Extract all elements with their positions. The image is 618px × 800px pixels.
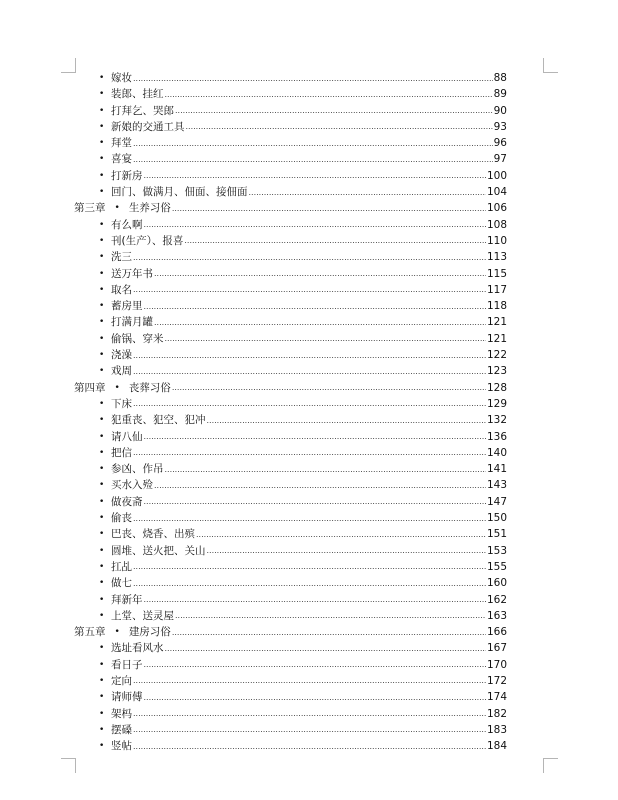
dot-leader xyxy=(175,607,486,624)
toc-entry-title: 选址看风水 xyxy=(111,642,164,655)
bullet-icon: • xyxy=(99,252,105,263)
dot-leader xyxy=(144,428,486,445)
toc-entry-title: 回门、做满月、佃面、接佃面 xyxy=(111,186,248,199)
toc-entry[interactable] xyxy=(74,103,507,119)
bullet-icon: • xyxy=(99,594,105,605)
toc-entry[interactable] xyxy=(74,738,507,754)
toc-page-number: 170 xyxy=(486,658,507,671)
bullet-icon: • xyxy=(99,529,105,540)
toc-entry[interactable] xyxy=(74,429,507,445)
toc-entry[interactable] xyxy=(74,151,507,167)
toc-entry-title: 打满月罐 xyxy=(111,316,153,329)
bullet-icon: • xyxy=(99,610,105,621)
dot-leader xyxy=(133,347,486,364)
toc-entry-title: 竖帖 xyxy=(111,740,132,753)
dot-leader xyxy=(172,200,486,217)
dot-leader xyxy=(144,216,486,233)
toc-entry-title: 下床 xyxy=(111,397,132,410)
dot-leader xyxy=(172,624,486,641)
bullet-icon: • xyxy=(99,366,105,377)
dot-leader xyxy=(133,738,486,755)
bullet-icon: • xyxy=(99,284,105,295)
toc-entry-title: 浇澡 xyxy=(111,349,132,362)
toc-chapter-entry[interactable] xyxy=(74,380,507,396)
toc-entry-title: 看日子 xyxy=(111,658,143,671)
dot-leader xyxy=(133,705,486,722)
toc-entry-title: 拜新年 xyxy=(111,593,143,606)
toc-entry-title: 偷锅、穿米 xyxy=(111,332,164,345)
dot-leader xyxy=(133,249,486,266)
dot-leader xyxy=(133,70,493,87)
toc-page-number: 167 xyxy=(486,642,507,655)
bullet-icon: • xyxy=(99,333,105,344)
toc-entry[interactable] xyxy=(74,314,507,330)
toc-entry[interactable] xyxy=(74,168,507,184)
toc-entry-title: 做七 xyxy=(111,577,132,590)
toc-entry[interactable] xyxy=(74,510,507,526)
toc-entry-title: 建房习俗 xyxy=(128,626,171,639)
bullet-icon: • xyxy=(99,447,105,458)
dot-leader xyxy=(144,689,486,706)
dot-leader xyxy=(133,444,486,461)
toc-entry-title: 偷丧 xyxy=(111,512,132,525)
toc-entry[interactable] xyxy=(74,494,507,510)
toc-entry-title: 巴丧、烧香、出殡 xyxy=(111,528,195,541)
dot-leader xyxy=(249,184,486,201)
bullet-icon: • xyxy=(99,480,105,491)
toc-page-number: 141 xyxy=(486,463,507,476)
toc-page-number: 174 xyxy=(486,691,507,704)
dot-leader xyxy=(165,640,486,657)
chapter-separator: • xyxy=(114,627,120,638)
toc-page-number: 113 xyxy=(486,251,507,264)
toc-entry-title: 请八仙 xyxy=(111,430,143,443)
bullet-icon: • xyxy=(99,561,105,572)
toc-entry-title: 圆堆、送火把、关山 xyxy=(111,544,206,557)
toc-entry-title: 蓄房里 xyxy=(111,300,143,313)
dot-leader xyxy=(207,542,486,559)
toc-entry-title: 喜宴 xyxy=(111,153,132,166)
dot-leader xyxy=(133,672,486,689)
toc-entry[interactable] xyxy=(74,526,507,542)
chapter-number: 第五章 xyxy=(74,626,106,639)
dot-leader xyxy=(144,167,486,184)
bullet-icon: • xyxy=(99,170,105,181)
toc-entry-title: 送万年书 xyxy=(111,267,153,280)
toc-page-number: 117 xyxy=(486,283,507,296)
toc-page-number: 121 xyxy=(486,332,507,345)
toc-entry-title: 戏周 xyxy=(111,365,132,378)
bullet-icon: • xyxy=(99,73,105,83)
dot-leader xyxy=(133,151,493,168)
toc-entry[interactable] xyxy=(74,266,507,282)
toc-entry-title: 摆磉 xyxy=(111,723,132,736)
toc-page-number: 155 xyxy=(486,560,507,573)
dot-leader xyxy=(154,477,486,494)
toc-entry-title: 请师傅 xyxy=(111,691,143,704)
toc-page-number: 93 xyxy=(493,120,507,133)
toc-entry[interactable] xyxy=(74,135,507,151)
chapter-number: 第三章 xyxy=(74,202,106,215)
dot-leader xyxy=(165,86,493,103)
bullet-icon: • xyxy=(99,431,105,442)
toc-entry[interactable] xyxy=(74,689,507,705)
toc-page-number: 115 xyxy=(486,267,507,280)
toc-entry[interactable] xyxy=(74,640,507,656)
toc-entry-title: 上堂、送灵屋 xyxy=(111,609,174,622)
bullet-icon: • xyxy=(99,89,105,100)
crop-mark-bottom-left xyxy=(61,758,76,773)
toc-entry[interactable] xyxy=(74,543,507,559)
toc-entry-title: 刊(生产）、报喜 xyxy=(111,234,184,247)
bullet-icon: • xyxy=(99,741,105,752)
dot-leader xyxy=(196,526,486,543)
toc-chapter-entry[interactable] xyxy=(74,624,507,640)
bullet-icon: • xyxy=(99,643,105,654)
bullet-icon: • xyxy=(99,138,105,149)
toc-page-number: 123 xyxy=(486,365,507,378)
toc-page-number: 143 xyxy=(486,479,507,492)
bullet-icon: • xyxy=(99,219,105,230)
dot-leader xyxy=(144,656,486,673)
dot-leader xyxy=(144,298,486,315)
toc-entry[interactable] xyxy=(74,396,507,412)
toc-entry[interactable] xyxy=(74,608,507,624)
toc-entry[interactable] xyxy=(74,233,507,249)
chapter-number: 第四章 xyxy=(74,381,106,394)
bullet-icon: • xyxy=(99,496,105,507)
bullet-icon: • xyxy=(99,268,105,279)
toc-entry-title: 打拜乞、哭郎 xyxy=(111,104,174,117)
dot-leader xyxy=(172,379,486,396)
toc-page-number: 128 xyxy=(486,381,507,394)
toc-entry[interactable] xyxy=(74,575,507,591)
bullet-icon: • xyxy=(99,105,105,116)
toc-page-number: 132 xyxy=(486,414,507,427)
bullet-icon: • xyxy=(99,317,105,328)
dot-leader xyxy=(175,102,493,119)
toc-page-number: 183 xyxy=(486,723,507,736)
bullet-icon: • xyxy=(99,513,105,524)
toc-page-number: 89 xyxy=(493,88,507,101)
toc-entry[interactable] xyxy=(74,722,507,738)
toc-page-number: 136 xyxy=(486,430,507,443)
toc-page-number: 106 xyxy=(486,202,507,215)
toc-entry-title: 把信 xyxy=(111,446,132,459)
bullet-icon: • xyxy=(99,708,105,719)
table-of-contents xyxy=(74,70,507,754)
dot-leader xyxy=(165,461,486,478)
toc-page-number: 122 xyxy=(486,349,507,362)
toc-entry-title: 犯重丧、犯空、犯冲 xyxy=(111,414,206,427)
bullet-icon: • xyxy=(99,154,105,165)
toc-page-number: 129 xyxy=(486,397,507,410)
toc-entry[interactable] xyxy=(74,282,507,298)
dot-leader xyxy=(133,575,486,592)
toc-page-number: 110 xyxy=(486,234,507,247)
toc-entry-title: 买水入殓 xyxy=(111,479,153,492)
toc-page-number: 140 xyxy=(486,446,507,459)
crop-mark-bottom-right xyxy=(543,758,558,773)
toc-entry[interactable] xyxy=(74,347,507,363)
chapter-separator: • xyxy=(114,382,120,393)
toc-page-number: 147 xyxy=(486,495,507,508)
toc-page-number: 108 xyxy=(486,218,507,231)
toc-page-number: 182 xyxy=(486,707,507,720)
dot-leader xyxy=(133,558,486,575)
bullet-icon: • xyxy=(99,724,105,735)
bullet-icon: • xyxy=(99,121,105,132)
bullet-icon: • xyxy=(99,235,105,246)
bullet-icon: • xyxy=(99,464,105,475)
toc-entry-title: 做夜斋 xyxy=(111,495,143,508)
toc-entry[interactable] xyxy=(74,249,507,265)
crop-mark-top-right xyxy=(543,58,558,73)
toc-entry[interactable] xyxy=(74,70,507,86)
dot-leader xyxy=(133,363,486,380)
toc-entry[interactable] xyxy=(74,657,507,673)
bullet-icon: • xyxy=(99,692,105,703)
toc-page-number: 153 xyxy=(486,544,507,557)
bullet-icon: • xyxy=(99,659,105,670)
toc-page-number: 150 xyxy=(486,512,507,525)
toc-entry-title: 扛乩 xyxy=(111,560,132,573)
toc-entry-title: 生养习俗 xyxy=(128,202,171,215)
toc-entry[interactable] xyxy=(74,86,507,102)
toc-entry-title: 嫁妆 xyxy=(111,72,132,84)
toc-entry-title: 新娘的交通工具 xyxy=(111,120,185,133)
toc-entry-title: 有么啊 xyxy=(111,218,143,231)
dot-leader xyxy=(154,265,486,282)
bullet-icon: • xyxy=(99,545,105,556)
toc-entry[interactable] xyxy=(74,559,507,575)
toc-entry[interactable] xyxy=(74,298,507,314)
bullet-icon: • xyxy=(99,350,105,361)
chapter-separator: • xyxy=(114,203,120,214)
toc-page-number: 88 xyxy=(493,72,507,84)
toc-page-number: 118 xyxy=(486,300,507,313)
dot-leader xyxy=(207,412,486,429)
toc-entry-title: 取名 xyxy=(111,283,132,296)
bullet-icon: • xyxy=(99,415,105,426)
bullet-icon: • xyxy=(99,398,105,409)
toc-page-number: 104 xyxy=(486,186,507,199)
toc-entry[interactable] xyxy=(74,119,507,135)
toc-entry[interactable] xyxy=(74,184,507,200)
toc-page-number: 90 xyxy=(493,104,507,117)
dot-leader xyxy=(154,314,486,331)
bullet-icon: • xyxy=(99,578,105,589)
toc-page-number: 184 xyxy=(486,740,507,753)
toc-page-number: 160 xyxy=(486,577,507,590)
toc-chapter-entry[interactable] xyxy=(74,200,507,216)
toc-entry[interactable] xyxy=(74,363,507,379)
dot-leader xyxy=(165,330,486,347)
toc-entry-title: 洗三 xyxy=(111,251,132,264)
toc-entry[interactable] xyxy=(74,477,507,493)
toc-page-number: 166 xyxy=(486,626,507,639)
toc-entry[interactable] xyxy=(74,592,507,608)
dot-leader xyxy=(133,510,486,527)
toc-page-number: 96 xyxy=(493,137,507,150)
dot-leader xyxy=(133,135,493,152)
toc-entry[interactable] xyxy=(74,706,507,722)
toc-entry-title: 丧葬习俗 xyxy=(128,381,171,394)
toc-entry[interactable] xyxy=(74,445,507,461)
dot-leader xyxy=(186,118,493,135)
dot-leader xyxy=(184,232,486,249)
dot-leader xyxy=(133,281,486,298)
dot-leader xyxy=(133,721,486,738)
toc-entry-title: 架杩 xyxy=(111,707,132,720)
bullet-icon: • xyxy=(99,187,105,198)
toc-entry[interactable] xyxy=(74,217,507,233)
toc-page-number: 97 xyxy=(493,153,507,166)
toc-entry[interactable] xyxy=(74,461,507,477)
toc-entry[interactable] xyxy=(74,412,507,428)
toc-page-number: 100 xyxy=(486,169,507,182)
toc-page-number: 151 xyxy=(486,528,507,541)
toc-entry-title: 拜堂 xyxy=(111,137,132,150)
toc-entry[interactable] xyxy=(74,331,507,347)
toc-entry-title: 装郎、挂红 xyxy=(111,88,164,101)
dot-leader xyxy=(133,395,486,412)
dot-leader xyxy=(144,591,486,608)
bullet-icon: • xyxy=(99,675,105,686)
toc-entry-title: 打新房 xyxy=(111,169,143,182)
toc-page-number: 162 xyxy=(486,593,507,606)
toc-page-number: 163 xyxy=(486,609,507,622)
toc-entry-title: 定向 xyxy=(111,674,132,687)
dot-leader xyxy=(144,493,486,510)
toc-page-number: 172 xyxy=(486,674,507,687)
toc-page-number: 121 xyxy=(486,316,507,329)
bullet-icon: • xyxy=(99,301,105,312)
toc-entry-title: 参凶、作吊 xyxy=(111,463,164,476)
toc-entry[interactable] xyxy=(74,673,507,689)
